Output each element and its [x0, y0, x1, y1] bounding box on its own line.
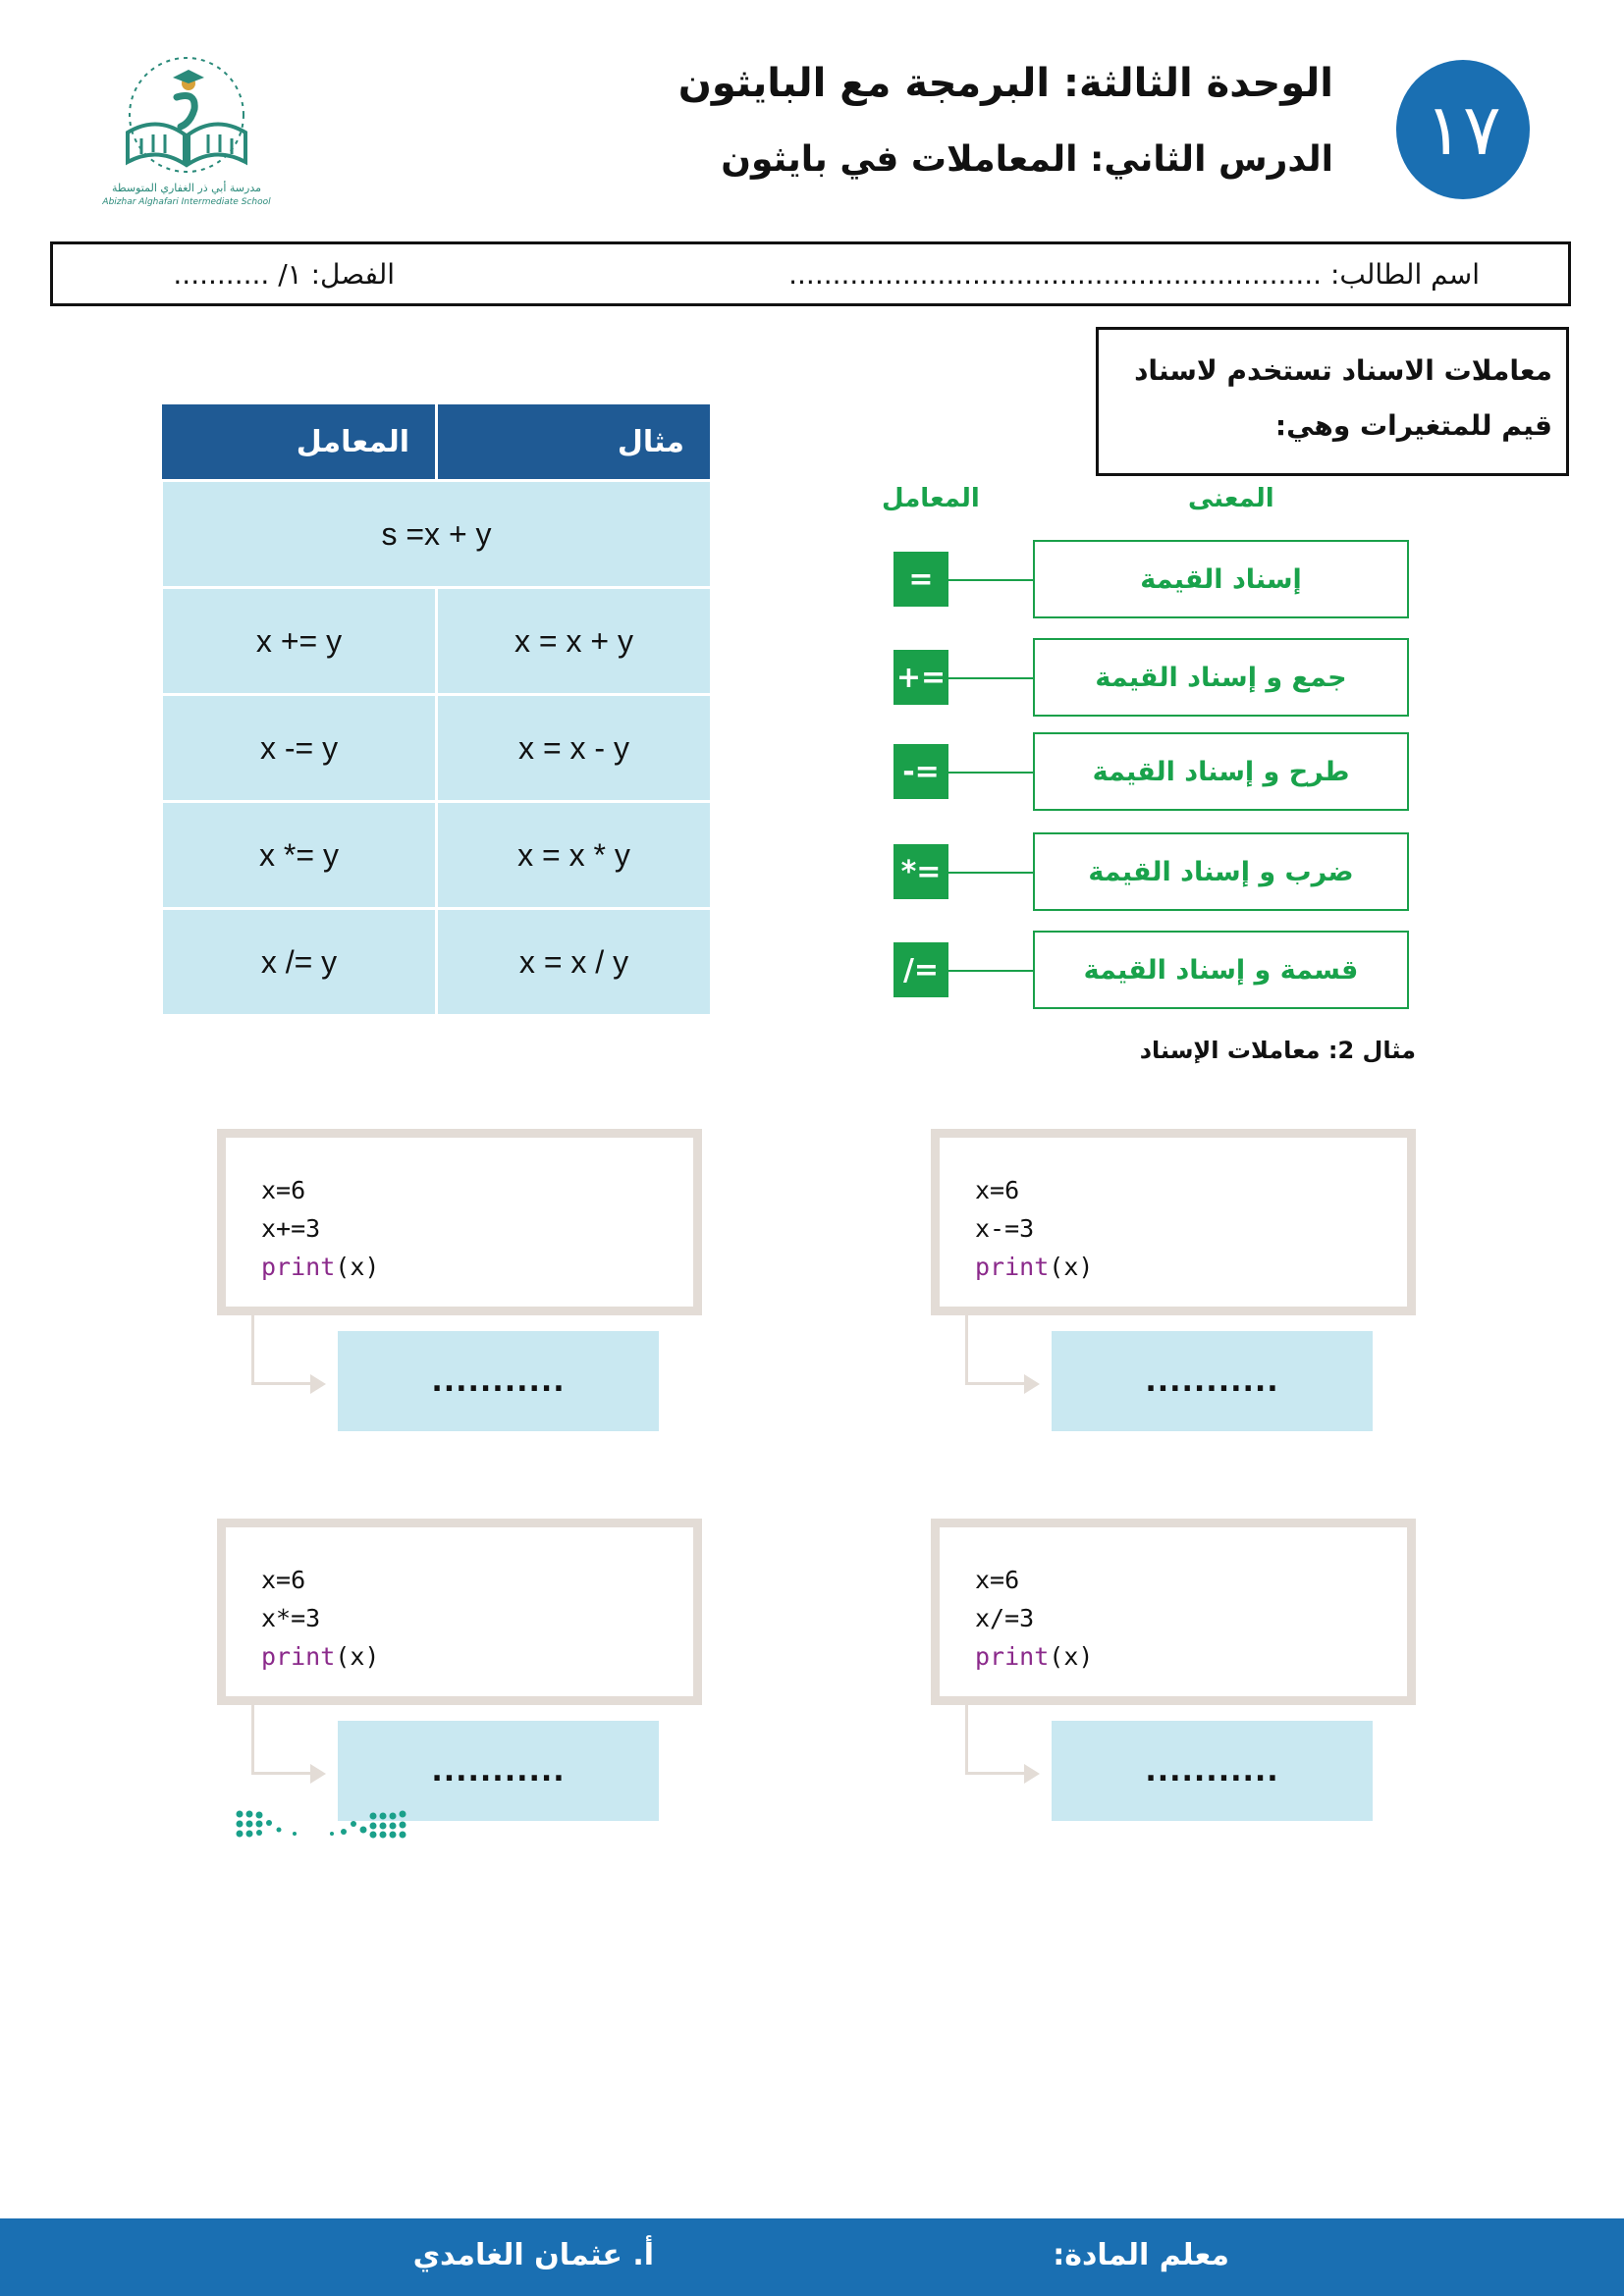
example-caption: مثال 2: معاملات الإسناد [1139, 1037, 1416, 1064]
output-arrow [251, 1705, 254, 1774]
print-arg: (x) [1049, 1642, 1094, 1671]
school-name-ar: مدرسة أبي ذر الغفاري المتوسطة [111, 182, 262, 194]
teacher-label: معلم المادة: [1053, 2238, 1229, 2272]
unit-title: الوحدة الثالثة: البرمجة مع البايثون [677, 61, 1333, 106]
code-line: x=6 [975, 1566, 1020, 1594]
arrow-head-icon [310, 1764, 326, 1784]
code-line: x*=3 [261, 1604, 321, 1632]
code-line [261, 1637, 693, 1676]
student-info-bar [50, 241, 1571, 306]
example-cell: x = x / y [437, 909, 712, 1016]
operator-cell: x -= y [162, 695, 437, 802]
table-header-row [162, 404, 712, 481]
school-logo [98, 54, 275, 221]
answer-box-divide[interactable]: ........... [1052, 1721, 1373, 1821]
arrow-head-icon [1024, 1374, 1040, 1394]
operator-symbol-multiply: *= [893, 844, 948, 899]
code-line: x/=3 [975, 1604, 1035, 1632]
code-line: x+=3 [261, 1214, 321, 1243]
school-name-en: Abizhar Alghafari Intermediate School [102, 197, 271, 207]
output-arrow [251, 1772, 312, 1775]
print-arg: (x) [335, 1253, 380, 1281]
print-arg: (x) [1049, 1253, 1094, 1281]
answer-box-subtract[interactable]: ........... [1052, 1331, 1373, 1431]
code-line [975, 1637, 1407, 1676]
table-row [162, 909, 712, 1016]
answer-box-add[interactable]: ........... [338, 1331, 659, 1431]
operator-symbol-subtract: -= [893, 744, 948, 799]
code-example-subtract [931, 1129, 1416, 1315]
example-cell: x = x - y [437, 695, 712, 802]
connector-line [948, 677, 1033, 679]
meaning-header: المعنى [1188, 484, 1274, 513]
intro-line-2: قيم للمتغيرات وهي: [1274, 409, 1552, 442]
print-arg: (x) [335, 1642, 380, 1671]
table-row [162, 695, 712, 802]
page-number-badge [1396, 60, 1530, 199]
output-arrow [251, 1382, 312, 1385]
operator-cell: x += y [162, 588, 437, 695]
operator-symbol-divide: /= [893, 942, 948, 997]
print-keyword: print [975, 1253, 1050, 1281]
operator-cell: x /= y [162, 909, 437, 1016]
code-line: x=6 [261, 1566, 306, 1594]
intro-box [1096, 327, 1569, 476]
example-cell: x = x + y [437, 588, 712, 695]
meaning-multiply: ضرب و إسناد القيمة [1033, 832, 1409, 911]
output-arrow [965, 1705, 968, 1774]
connector-line [948, 579, 1033, 581]
code-line: x=6 [975, 1176, 1020, 1204]
output-arrow [251, 1315, 254, 1384]
answer-box-multiply[interactable]: ........... [338, 1721, 659, 1821]
connector-line [948, 872, 1033, 874]
print-keyword: print [975, 1642, 1050, 1671]
print-keyword: print [261, 1642, 336, 1671]
intro-line-1: معاملات الاسناد تستخدم لاسناد [1134, 354, 1552, 387]
output-arrow [965, 1382, 1026, 1385]
student-class-field[interactable]: الفصل: ١/ ........... [173, 258, 395, 291]
operator-header-diagram: المعامل [882, 484, 980, 513]
operator-header: المعامل [162, 404, 437, 481]
output-arrow [965, 1315, 968, 1384]
arrow-head-icon [1024, 1764, 1040, 1784]
page-number: ١٧ [1425, 88, 1501, 171]
code-line [975, 1248, 1407, 1286]
connector-line [948, 970, 1033, 972]
example-header: مثال [437, 404, 712, 481]
table-row [162, 481, 712, 588]
meaning-add: جمع و إسناد القيمة [1033, 638, 1409, 717]
footer-bar [0, 2218, 1624, 2296]
operator-symbol-add: += [893, 650, 948, 705]
teacher-name: أ. عثمان الغامدي [412, 2238, 654, 2272]
code-example-divide [931, 1519, 1416, 1705]
code-example-add [217, 1129, 702, 1315]
arrow-head-icon [310, 1374, 326, 1394]
connector-line [948, 772, 1033, 774]
output-arrow [965, 1772, 1026, 1775]
meaning-subtract: طرح و إسناد القيمة [1033, 732, 1409, 811]
example-cell: x = x * y [437, 802, 712, 909]
lesson-title: الدرس الثاني: المعاملات في بايثون [721, 139, 1333, 180]
meaning-divide: قسمة و إسناد القيمة [1033, 931, 1409, 1009]
school-logo-icon [98, 54, 275, 182]
student-name-field[interactable]: اسم الطالب: ............................................................. [788, 258, 1480, 291]
operators-table [160, 404, 713, 1017]
code-example-multiply [217, 1519, 702, 1705]
code-line: x-=3 [975, 1214, 1035, 1243]
code-line: x=6 [261, 1176, 306, 1204]
table-row [162, 802, 712, 909]
meaning-assign: إسناد القيمة [1033, 540, 1409, 618]
operator-symbol-assign: = [893, 552, 948, 607]
code-line [261, 1248, 693, 1286]
print-keyword: print [261, 1253, 336, 1281]
merged-cell: s =x + y [162, 481, 712, 588]
operator-cell: x *= y [162, 802, 437, 909]
table-row [162, 588, 712, 695]
ministry-dots-icon [234, 1806, 410, 1842]
